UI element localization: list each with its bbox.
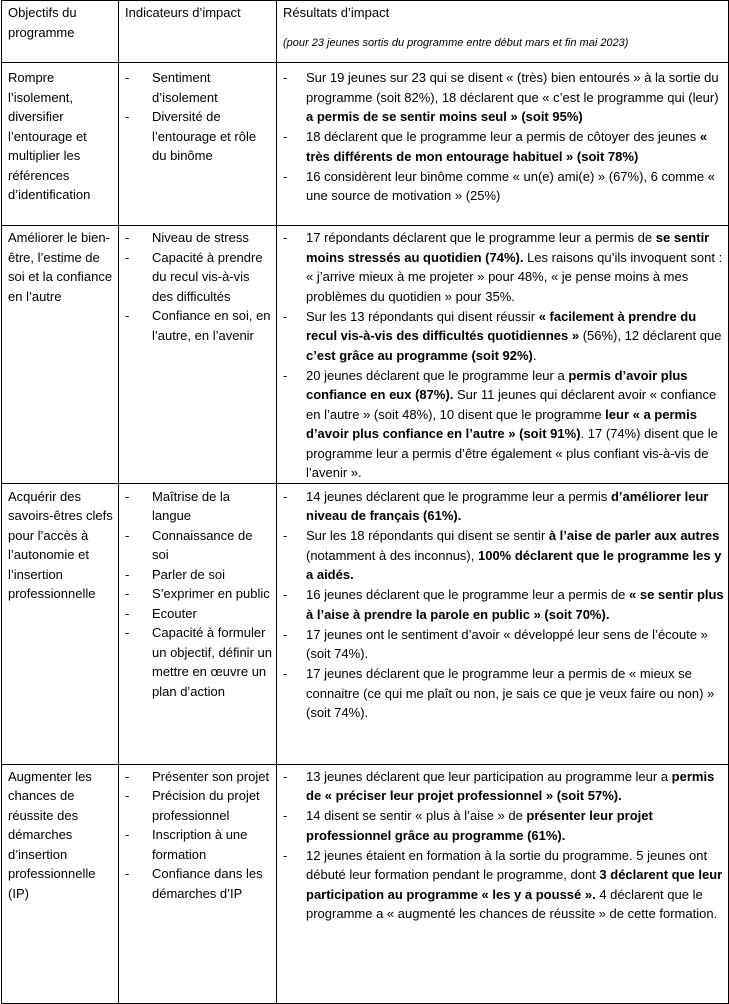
result-item [281,526,724,585]
table-row [2,226,729,484]
result-highlight: c’est grâce au programme (soit 92%) [306,347,533,363]
result-text: 14 disent se sentir « plus à l’aise » de [306,808,527,823]
result-highlight: a permis de se sentir moins seul » (soit 95%) [306,109,583,124]
indicator-item: - Niveau de stress [123,228,272,248]
indicators-list [123,487,272,702]
result-item [281,585,724,624]
result-text: . [532,347,537,363]
result-item [281,625,724,664]
result-item [281,366,724,483]
result-text: 13 jeunes déclarent que leur participation au programme leur a [306,768,672,784]
indicator-item: - Confiance dans les démarches d’IP [123,864,272,903]
result-highlight: permis d’avoir plus confiance en eux (87%). [306,367,688,402]
result-text: 17 jeunes déclarent que le programme leur a permis de « mieux se connaitre (ce qui me plaît ou non, je sais ce que je veux faire ou non) » (soit 74%). [306,666,715,720]
indicator-item: - Maîtrise de la langue [123,487,272,526]
result-text: Sur 11 jeunes qui déclarent avoir « confiance en l’autre » (soit 48%), 10 disent que le programme [306,387,717,422]
result-highlight: d’améliorer leur niveau de français (61%). [306,488,709,523]
indicator-item: - Capacité à formuler un objectif, définir un mettre en œuvre un plan d’action [123,623,272,701]
result-highlight: « se sentir plus à l’aise à prendre la parole en public » (soit 70%). [306,587,724,622]
result-highlight: se sentir moins stressés au quotidien (74%). [306,230,710,265]
result-highlight: 3 déclarent que leur participation au programme « les y a poussé ». [306,867,723,902]
objective-cell: Améliorer le bien-être, l’estime de soi et la confiance en l’autre [2,226,119,484]
indicators-cell [119,63,277,226]
result-highlight: « facilement à prendre du recul vis-à-vis des difficultés quotidiennes » [306,308,697,343]
objective-cell: Augmenter les chances de réussite des démarches d’insertion professionnelle (IP) [2,764,119,1003]
result-item [281,664,724,723]
result-text: (notamment à des inconnus), [306,547,478,563]
header-objectives: Objectifs du programme [2,1,119,63]
result-highlight: « très différents de mon entourage habituel » (soit 78%) [306,129,708,164]
result-text: 16 considèrent leur binôme comme « un(e) ami(e) » (67%), 6 comme « une source de motivation » (25%) [306,168,715,203]
result-highlight: à l’aise de parler aux autres [548,528,720,543]
table-body [2,63,729,1004]
objective-cell: Rompre l’isolement, diversifier l’entourage et multiplier les références d’identification [2,63,119,226]
indicators-list [123,228,272,345]
header-indicators: Indicateurs d’impact [119,1,277,63]
result-text: 4 déclarent que le programme a « augmenté les chances de réussite » de cette formation. [306,886,718,921]
indicators-list [123,68,272,166]
header-results-label: Résultats d’impact [283,5,390,20]
indicator-item: - Capacité à prendre du recul vis-à-vis des difficultés [123,248,272,307]
result-text: Sur 19 jeunes sur 23 qui se disent « (très) bien entourés » à la sortie du programme (soit 82%), 18 déclarent que « c’est le programme qui (leur) [306,70,719,105]
result-text: Sur les 13 répondants qui disent réussir [306,308,539,324]
table-row [2,764,729,1003]
result-item [281,487,724,526]
header-results-note: (pour 23 jeunes sortis du programme entre début mars et fin mai 2023) [283,36,629,49]
indicator-item: - Diversité de l’entourage et rôle du binôme [123,107,272,166]
indicator-item: - Inscription à une formation [123,825,272,864]
impact-table [1,0,729,1004]
result-item [281,127,724,166]
table-row [2,483,729,764]
indicator-item: - Confiance en soi, en l’autre, en l’avenir [123,306,272,345]
header-results [277,1,729,63]
results-list [281,228,724,483]
result-text: 17 répondants déclarent que le programme leur a permis de [306,230,656,245]
result-item [281,167,724,206]
indicators-cell [119,483,277,764]
result-highlight: leur « a permis d’avoir plus confiance en l’autre » (soit 91%) [306,406,697,441]
result-text: 20 jeunes déclarent que le programme leur a [306,367,569,383]
result-text: Sur les 18 répondants qui disent se sentir [306,528,549,543]
result-text: 14 jeunes déclarent que le programme leur a permis [306,488,611,504]
indicators-cell [119,764,277,1003]
result-item [281,307,724,366]
indicator-item: - Ecouter [123,604,272,624]
result-text: 12 jeunes étaient en formation à la sortie du programme. 5 jeunes ont débuté leur formation pendant le programme, dont [306,847,708,882]
table-row [2,63,729,226]
result-item [281,846,724,924]
indicator-item: - Présenter son projet [123,767,272,787]
result-item [281,767,724,806]
result-highlight: permis de « préciser leur projet professionnel » (soit 57%). [306,768,715,803]
result-item [281,806,724,845]
result-text: 18 déclarent que le programme leur a permis de côtoyer des jeunes [306,129,700,144]
results-cell [277,483,729,764]
results-cell [277,226,729,484]
indicator-item: - S’exprimer en public [123,584,272,604]
indicator-item: - Sentiment d’isolement [123,68,272,107]
indicator-item: - Précision du projet professionnel [123,786,272,825]
result-text: Les raisons qu’ils invoquent sont : « j’arrive mieux à me projeter » pour 48%, « je pense moins à mes problèmes du quotidien » pour 35%. [306,249,723,304]
results-list [281,767,724,924]
results-cell [277,63,729,226]
result-item [281,68,724,127]
indicators-cell [119,226,277,484]
header-row [2,1,729,63]
result-item [281,228,724,306]
result-highlight: présenter leur projet professionnel grâce au programme (61%). [306,808,653,843]
indicator-item: - Parler de soi [123,565,272,585]
indicator-item: - Connaissance de soi [123,526,272,565]
results-cell [277,764,729,1003]
result-text: (56%), 12 déclarent que [579,328,722,343]
result-text: 16 jeunes déclarent que le programme leur a permis de [306,587,630,602]
results-list [281,68,724,206]
objective-cell: Acquérir des savoirs-êtres clefs pour l’accès à l’autonomie et l’insertion professionnelle [2,483,119,764]
result-text: 17 jeunes ont le sentiment d’avoir « développé leur sens de l’écoute » (soit 74%). [306,626,708,661]
indicators-list [123,767,272,904]
result-text: . 17 (74%) disent que le programme leur a permis d’être également « plus confiant vis-à-vis de l’avenir ». [306,426,718,480]
result-highlight: 100% déclarent que le programme les y a aidés. [306,547,722,582]
results-list [281,487,724,723]
